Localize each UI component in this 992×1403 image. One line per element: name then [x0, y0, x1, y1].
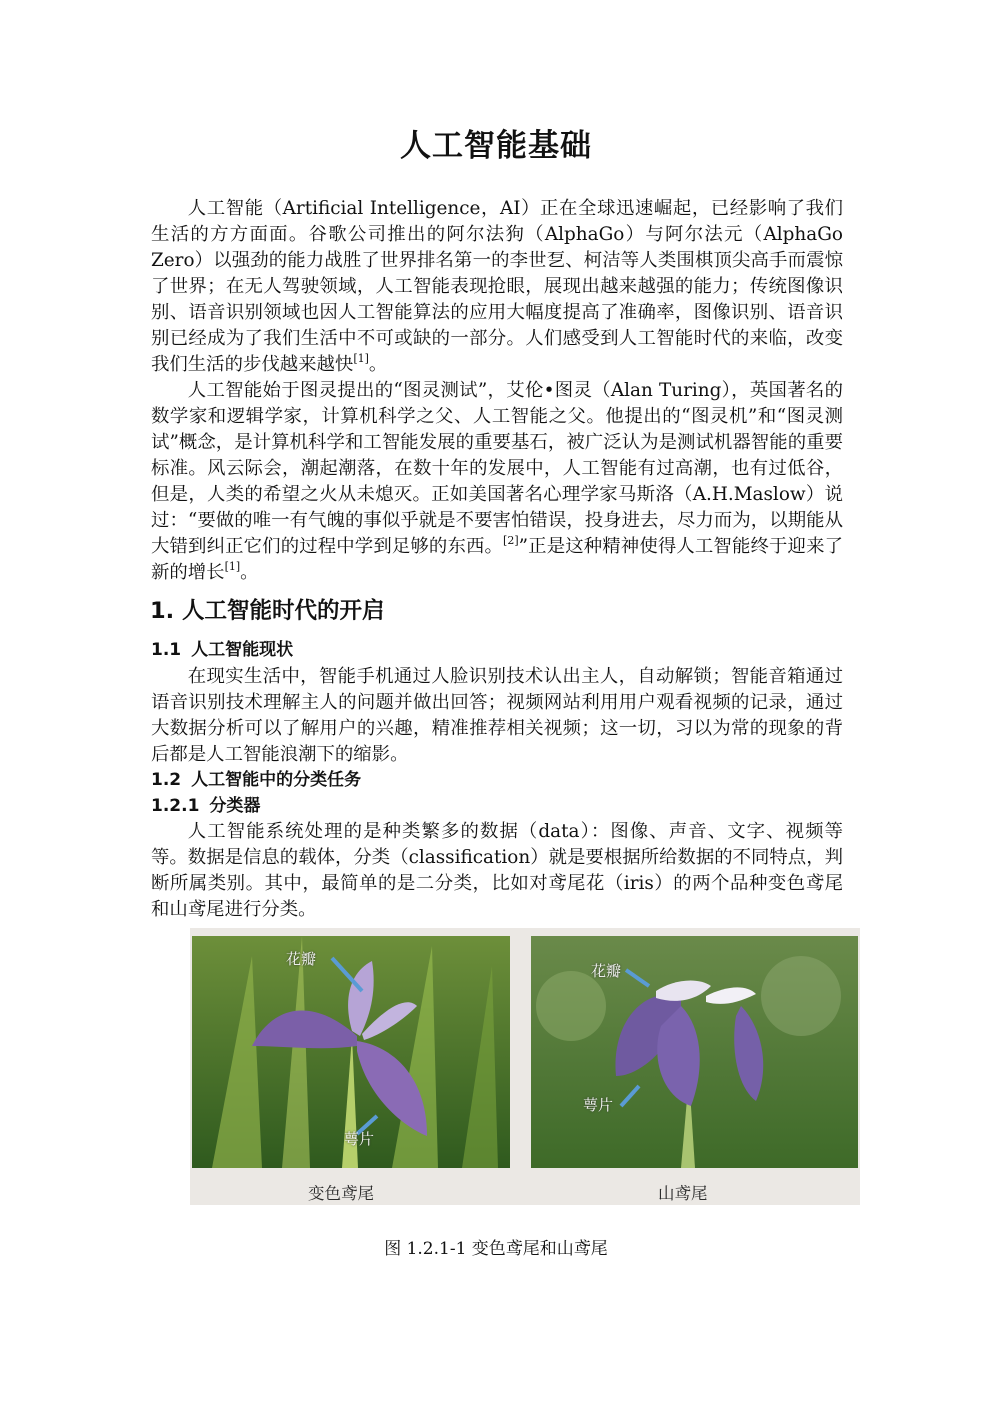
iris-figure — [190, 928, 860, 1205]
section-1-2-heading — [151, 768, 361, 792]
section-1-2-1-paragraph: 人工智能系统处理的是种类繁多的数据（data）：图像、声音、文字、视频等等。数据是信息的载体，分类（classification）就是要根据所给数据的不同特点，判断所属类别。其中，最简单的是二分类，比如对鸢尾花（iris）的两个品种变色鸢尾和山鸢尾进行分类。 — [151, 821, 843, 920]
figure-caption: 图 1.2.1-1 变色鸢尾和山鸢尾 — [384, 1239, 608, 1259]
intro-body — [151, 196, 843, 586]
section-1-1-paragraph: 在现实生活中，智能手机通过人脸识别技术认出主人，自动解锁；智能音箱通过语音识别技术理解主人的问题并做出回答；视频网站利用用户观看视频的记录，通过大数据分析可以了解用户的兴趣，精准推荐相关视频；这一切，习以为常的现象的背后都是人工智能浪潮下的缩影。 — [151, 666, 843, 765]
intro-paragraph-2-text-cont: ”正是这种精神使得人工智能终于迎来了新的增长 — [151, 536, 843, 583]
intro-paragraph-1-text: 人工智能（Artificial Intelligence，AI）正在全球迅速崛起，已经影响了我们生活的方方面面。谷歌公司推出的阿尔法狗（AlphaGo）与阿尔法元（AlphaGo Zero）以强劲的能力战胜了世界排名第一的李世乭、柯洁等人类围棋顶尖高手而震惊了世界；在无人驾驶领域，人工智能表现抢眼，展现出越来越强的能力；传统图像识别、语音识别领域也因人工智能算法的应用大幅度提高了准确率，图像识别、语音识别已经成为了我们生活中不可或缺的一部分。人们感受到人工智能时代的来临，改变我们生活的步伐越来越快 — [151, 198, 843, 375]
section-1-1-title: 人工智能现状 — [191, 640, 294, 660]
left-sepal-label: 萼片 — [344, 1130, 375, 1148]
versicolor-caption: 变色鸢尾 — [308, 1184, 374, 1203]
citation-1[interactable]: [1] — [353, 352, 369, 365]
section-1-1-body — [151, 664, 843, 768]
setosa-photo — [531, 936, 858, 1168]
intro-paragraph-2-text: 人工智能始于图灵提出的“图灵测试”，艾伦•图灵（Alan Turing），英国著名的数学家和逻辑学家，计算机科学之父、人工智能之父。他提出的“图灵机”和“图灵测试”概念，是计算机科学和工智能发展的重要基石，被广泛认为是测试机器智能的重要标准。风云际会，潮起潮落，在数十年的发展中，人工智能有过高潮，也有过低谷，但是，人类的希望之火从未熄灭。正如美国著名心理学家马斯洛（A.H.Maslow）说过：“要做的唯一有气魄的事似乎就是不要害怕错误，投身进去，尽力而为，以期能从大错到纠正它们的过程中学到足够的东西。 — [151, 380, 843, 557]
left-petal-label: 花瓣 — [286, 950, 317, 968]
versicolor-photo — [192, 936, 510, 1168]
section-1-2-number: 1.2 — [151, 770, 182, 790]
right-petal-label: 花瓣 — [591, 962, 622, 980]
section-1-1-heading — [151, 638, 293, 662]
intro-paragraph-2 — [151, 378, 843, 586]
intro-paragraph-2-end: 。 — [240, 562, 259, 583]
intro-paragraph-1 — [151, 196, 843, 378]
citation-2[interactable]: [2] — [503, 534, 519, 547]
section-1-2-1-number: 1.2.1 — [151, 796, 200, 816]
setosa-illustration — [531, 936, 858, 1168]
section-1-heading: 1. 人工智能时代的开启 — [150, 598, 385, 624]
setosa-caption: 山鸢尾 — [658, 1184, 708, 1203]
citation-1-repeat[interactable]: [1] — [224, 560, 241, 573]
section-1-2-title: 人工智能中的分类任务 — [191, 770, 362, 790]
page-title: 人工智能基础 — [400, 128, 592, 164]
section-1-2-1-heading — [151, 794, 260, 818]
right-sepal-label: 萼片 — [583, 1096, 614, 1114]
section-1-2-1-body — [151, 819, 843, 923]
intro-paragraph-1-end: 。 — [368, 354, 388, 375]
section-1-2-1-title: 分类器 — [209, 796, 261, 816]
section-1-1-number: 1.1 — [151, 640, 182, 660]
